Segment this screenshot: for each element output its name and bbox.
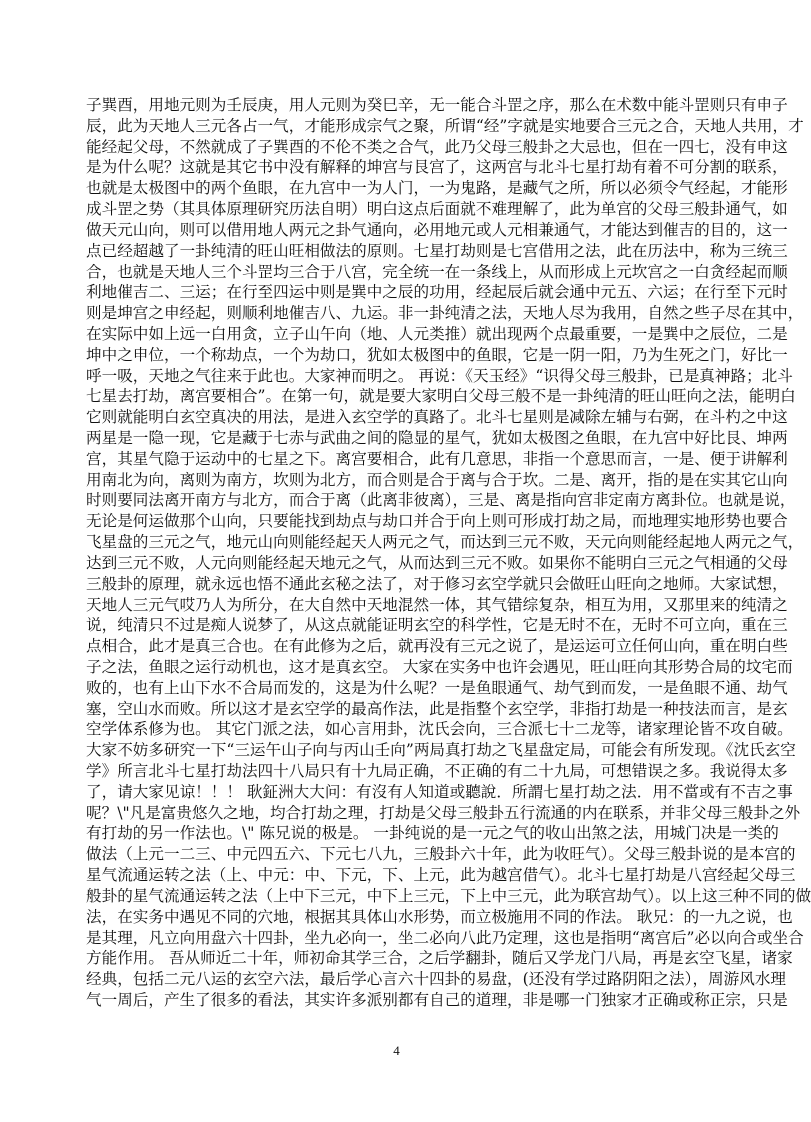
text-line: 塞，空山水而败。所以这才是玄空学的最高作法，此是指整个玄空学，非指打劫是一种技法而言，是玄 — [86, 699, 788, 718]
text-line: 星气流通运转之法（上、中元：中、下元，下、上元，此为越宫借气）。北斗七星打劫是八宫经起父母三 — [86, 866, 796, 885]
text-line: 也就是太极图中的两个鱼眼，在九宫中一为人门，一为鬼路，是藏气之所，所以必须令气经起，才能形 — [86, 179, 788, 198]
text-line: 达到三元不败，人元向则能经起天地元之气，从而达到三元不败。如果你不能明白三元之气相通的父母 — [86, 553, 788, 572]
text-line: 了，请大家见谅！！！ 耿鉦洲大大问：有沒有人知道或聽說．所謂七星打劫之法．用不當或有不吉之事 — [86, 782, 793, 801]
text-line: 它则就能明白玄空真决的用法，是进入玄空学的真路了。北斗七星则是减除左辅与右弼，在斗杓之中这 — [86, 408, 788, 427]
text-line: 方能作用。 吾从师近二十年，师初命其学三合，之后学翻卦，随后又学龙门八局，再是玄空飞星，诸家 — [86, 949, 793, 968]
text-line: 气一周后，产生了很多的看法，其实许多派别都有自己的道理，非是哪一门独家才正确或称正宗，只是 — [86, 990, 788, 1009]
text-line: 飞星盘的三元之气，地元山向则能经起天人两元之气，而达到三元不败，天元向则能经起地人两元之气， — [86, 533, 804, 552]
text-line: 般卦的星气流通运转之法（上中下三元，中下上三元，下上中三元，此为联宫劫气）。以上这三种不同的做 — [86, 886, 811, 905]
text-line: 说，纯清只不过是痴人说梦了，从这点就能证明玄空的科学性，它是无时不在，无时不可立向，重在三 — [86, 616, 788, 635]
text-line: 则是坤宫之申经起，则顺利地催吉八、九运。非一卦纯清之法，天地人尽为我用，自然之些子尽在其中， — [86, 304, 804, 323]
text-line: 无论是何运做那个山向，只要能找到劫点与劫口并合于向上则可形成打劫之局，而地理实地形势也要合 — [86, 512, 788, 531]
text-line: 败的，也有上山下水不合局而发的，这是为什么呢？一是鱼眼通气、劫气到而发，一是鱼眼不通、劫气 — [86, 678, 788, 697]
text-line: 天地人三元气哎乃人为所分，在大自然中天地混然一体，其气错综复杂，相互为用，又那里来的纯清之 — [86, 595, 788, 614]
text-line: 在实际中如上远一白用贪，立子山午向（地、人元类推）就出现两个点最重要，一是巽中之辰位，二是 — [86, 324, 788, 343]
text-line: 经典，包括二元八运的玄空六法，最后学心言六十四卦的易盘，(还没有学过路阴阳之法），周游风水理 — [86, 970, 787, 989]
text-line: 空学体系修为也。 其它门派之法，如心言用卦，沈氏会向，三合派七十二龙等，诸家理论皆不攻自破。 — [86, 720, 793, 739]
text-line: 宫，其星气隐于运动中的七星之下。离宫要相合，此有几意思，非指一个意思而言，一是、便于讲解利 — [86, 449, 788, 468]
text-line: 点已经超越了一卦纯清的旺山旺相做法的原则。七星打劫则是七宫借用之法，此在历法中，称为三统三 — [86, 241, 788, 260]
text-line: 呼一吸，天地之气往来于此也。大家神而明之。 再说：《天玉经》“识得父母三般卦，已是真神路；北斗 — [86, 366, 793, 385]
text-line: 成斗罡之势（其具体原理研究历法自明）明白这点后面就不难理解了，此为单宫的父母三般卦通气，如 — [86, 200, 788, 219]
body-text — [86, 95, 811, 1011]
text-line: 用南北为向，离则为南方，坎则为北方，而合则是合于离与合于坎。二是、离开，指的是在实其它山向 — [86, 470, 788, 489]
text-line: 子巽酉，用地元则为壬辰庚，用人元则为癸巳辛，无一能合斗罡之序，那么在术数中能斗罡则只有申子 — [86, 96, 788, 114]
text-line: 有打劫的另一作法也。\" 陈兄说的极是。 一卦纯说的是一元之气的收山出煞之法，用城门决是一类的 — [86, 824, 779, 843]
text-line: 是为什么呢？这就是其它书中没有解释的坤宫与艮宫了，这两宫与北斗七星打劫有着不可分割的联系， — [86, 158, 788, 177]
text-line: 呢？\"凡是富贵悠久之地，均合打劫之理，打劫是父母三般卦五行流通的内在联系，并非父母三般卦之外 — [86, 803, 801, 822]
text-line: 法，在实务中遇见不同的穴地，根据其具体山水形势，而立极施用不同的作法。 耿兄：的一九之说，也 — [86, 907, 793, 926]
text-line: 子之法，鱼眼之运行动机也，这才是真玄空。 大家在实务中也许会遇见，旺山旺向其形势合局的坟宅而 — [86, 657, 793, 676]
text-line: 三般卦的原理，就永远也悟不通此玄秘之法了，对于修习玄空学就只会做旺山旺向之地师。大家试想， — [86, 574, 788, 593]
text-line: 做天元山向，则可以借用地人两元之卦气通向，必用地元或人元相兼通气，才能达到催吉的目的，这一 — [86, 220, 788, 239]
text-line: 学》所言北斗七星打劫法四十八局只有十九局正确，不正确的有二十九局，可想错误之多。我说得太多 — [86, 762, 788, 780]
text-line: 时则要同法离开南方与北方，而合于离（此离非彼离），三是、离是指向宫非定南方离卦位。也就是说， — [86, 491, 796, 510]
text-line: 七星去打劫，离宫要相合”。在第一句，就是要大家明白父母三般不是一卦纯清的旺山旺向之法，能明白 — [86, 387, 796, 406]
page-number: 4 — [393, 1043, 400, 1058]
text-line: 做法（上元一二三、中元四五六、下元七八九，三般卦六十年，此为收旺气）。父母三般卦说的是本宫的 — [86, 845, 796, 864]
text-line: 合，也就是天地人三个斗罡均三合于八宫，完全统一在一条线上，从而形成上元坎宫之一白贪经起而顺 — [86, 262, 788, 281]
text-line: 两星是一隐一现，它是藏于七赤与武曲之间的隐显的星气，犹如太极图之鱼眼，在九宫中好比艮、坤两 — [86, 429, 788, 447]
text-line: 利地催吉二、三运；在行至四运中则是巽中之辰的功用，经起辰后就会通中元五、六运；在行至下元时 — [86, 283, 788, 302]
text-line: 辰，此为天地人三元各占一气，才能形成宗气之聚，所谓“经”字就是实地要合三元之合，天地人共用，才 — [86, 116, 804, 135]
text-line: 大家不妨多研究一下“三运午山子向与丙山壬向”两局真打劫之飞星盘定局，可能会有所发现。《沈氏玄空 — [86, 741, 796, 760]
text-line: 坤中之申位，一个称劫点，一个为劫口，犹如太极图中的鱼眼，它是一阴一阳，乃为生死之门，好比一 — [86, 345, 788, 364]
text-line: 点相合，此才是真三合也。在有此修为之后，就再没有三元之说了，是运运可立任何山向，重在明白些 — [86, 637, 788, 656]
text-line: 能经起父母，不然就成了子巽酉的不伦不类之合气，此乃父母三般卦之大忌也，但在一四七，没有申这 — [86, 137, 788, 156]
text-line: 是其理，凡立向用盘六十四卦，坐九必向一，坐二必向八此乃定理，这也是指明“离宫后”必以向合或坐合 — [86, 928, 804, 947]
